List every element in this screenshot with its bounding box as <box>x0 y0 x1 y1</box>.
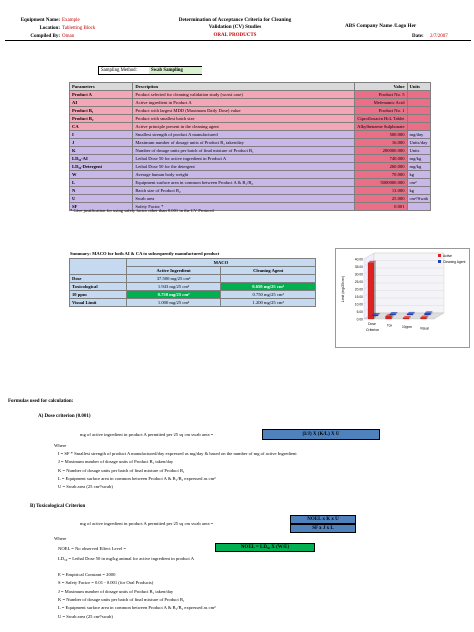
params-cell-u <box>407 123 431 131</box>
maco-cell-ai: 1.000 mg/25 cm² <box>126 299 221 307</box>
params-cell-u: Units/day <box>407 139 431 147</box>
params-row <box>70 99 431 107</box>
chart-xtick-label: Dose <box>368 322 376 326</box>
params-cell-v[interactable]: 16.000 <box>355 139 407 147</box>
tox-formula-numerator: NOEL x K x U <box>290 515 356 524</box>
maco-chart-svg <box>336 249 471 349</box>
chart-bar <box>386 316 392 319</box>
maco-table <box>69 258 316 307</box>
maco-row-label: Visual Limit <box>70 299 127 307</box>
params-cell-u <box>407 115 431 123</box>
maco-cell-ai: 0.750 mg/25 cm² <box>126 291 221 299</box>
params-cell-p: Product B₁ <box>70 107 133 115</box>
noel-label: NOEL = No observed Effect Level = <box>58 546 126 551</box>
params-header-cell: Units <box>407 83 431 91</box>
params-cell-u: mg/kg <box>407 163 431 171</box>
params-row <box>70 155 431 163</box>
params-cell-v[interactable]: Alkylbenzene Sulphonate <box>355 123 407 131</box>
subtitle: ORAL PRODUCTS <box>213 33 257 38</box>
sampling-method-row <box>98 66 202 75</box>
maco-corner <box>70 259 127 275</box>
maco-row <box>70 291 316 299</box>
chart-ytick-label: 25.00 <box>354 280 363 284</box>
maco-row-label: Dose <box>70 275 127 283</box>
params-row <box>70 91 431 99</box>
maco-row <box>70 275 316 283</box>
params-cell-p: J <box>70 139 133 147</box>
maco-row <box>70 283 316 291</box>
params-row <box>70 163 431 171</box>
chart-legend-label: Cleaning Agent <box>443 260 466 264</box>
maco-col-ca: Cleaning Agent <box>221 267 316 275</box>
formulas-heading: Formulas used for calculation: <box>8 399 74 404</box>
location-value: Tabletting Block <box>62 26 96 31</box>
maco-cell-ai: 1.943 mg/25 cm² <box>126 283 221 291</box>
params-header-cell: Value <box>355 83 407 91</box>
params-cell-v[interactable]: 740.000 <box>355 155 407 163</box>
params-header-cell: Parameters <box>70 83 133 91</box>
chart-ytick-label: 30.00 <box>354 272 363 277</box>
params-cell-p: U <box>70 195 133 203</box>
tox-formula-denominator: SF x J x L <box>290 524 356 533</box>
chart-ytick-label: 10.00 <box>354 302 363 307</box>
params-row <box>70 147 431 155</box>
params-cell-p: Product B₂ <box>70 115 133 123</box>
params-cell-v[interactable]: Product No. 1 <box>355 107 407 115</box>
params-cell-u: kg <box>407 171 431 179</box>
params-cell-v[interactable]: Ciprofloxacin HcL Tablet <box>355 115 407 123</box>
definition-line: U = Swab area (25 cm²/swab) <box>58 484 113 490</box>
chart-bar <box>407 314 413 315</box>
params-cell-u: kg <box>407 187 431 195</box>
params-row <box>70 195 431 203</box>
chart-legend-swatch <box>438 260 441 263</box>
definition-line: I = SF * Smallest strength of product A manufactured/day expressed as mg/day & based on the number of mg of active Ingredient <box>58 451 297 456</box>
chart-xtick-label: 10ppm <box>401 325 413 329</box>
chart-ytick-label: 5.00 <box>356 310 363 314</box>
chart-ytick-label: 0.00 <box>356 317 363 322</box>
chart-ylabel: Limit (mg/25cm²) <box>341 275 345 303</box>
chart-bar <box>421 318 427 320</box>
params-cell-d: Product with largest MDD (Maximum Daily Dose) value <box>133 107 355 115</box>
params-cell-d: Product with smallest batch size <box>133 115 355 123</box>
definition-line: K = Number of dosage units per batch of final mixture of Product B₁ <box>58 596 185 602</box>
definition-line: E = Empirical Constant = 2000 <box>58 572 116 577</box>
params-cell-d: Equipment surface area in common between Product A & B₁/B₂ <box>133 179 355 187</box>
dose-where: Where <box>54 443 67 448</box>
maco-summary: Summary: MACO for both AI & CA to subsequently manufactured product <box>70 251 220 256</box>
sampling-method-label: Sampling Method: <box>101 68 137 73</box>
chart-ytick-label: 15.00 <box>354 295 363 299</box>
chart-xlabel: Criterion <box>366 328 380 332</box>
params-cell-u: mg/kg <box>407 155 431 163</box>
params-cell-v[interactable]: 70.000 <box>355 171 407 179</box>
chart-bar <box>425 313 431 315</box>
params-row <box>70 179 431 187</box>
header-divider <box>5 40 471 41</box>
chart-bar <box>372 315 378 316</box>
dose-formula-box: (I/J) X (K/L) X U <box>262 429 380 440</box>
params-cell-p: AI <box>70 99 133 107</box>
params-row <box>70 171 431 179</box>
parameters-table <box>69 82 431 211</box>
maco-row <box>70 299 316 307</box>
params-cell-d: Maximum number of dosage units of Product B₁ taken/day <box>133 139 355 147</box>
params-cell-v[interactable]: 13.000 <box>355 187 407 195</box>
definition-line: U = Swab area (25 cm²/swab) <box>58 613 113 619</box>
title-line-1: Determination of Acceptance Criteria for Cleaning <box>178 17 292 23</box>
date-label: Date: <box>412 34 424 39</box>
params-row <box>70 187 431 195</box>
maco-row-label: Toxicological <box>70 283 127 291</box>
chart-legend-swatch <box>438 254 441 257</box>
params-cell-u <box>407 203 431 211</box>
definition-line: J = Maximum number of dosage units of Product B₁ taken/day <box>58 588 174 594</box>
compiled-value: Oman <box>62 34 75 39</box>
params-cell-d: Product selected for cleaning validation study (worst case) <box>133 91 355 99</box>
page-title <box>150 17 320 31</box>
equipment-label: Equipment Name: <box>20 18 60 23</box>
definition-line: K = Number of dosage units per batch of final mixture of Product B₁ <box>58 467 185 473</box>
params-cell-v[interactable]: Product No. 5 <box>355 91 407 99</box>
company-name: ABS Company Name /Logo Her <box>345 23 417 29</box>
params-cell-u: mg/day <box>407 131 431 139</box>
params-cell-v[interactable]: 5000000.000 <box>355 179 407 187</box>
maco-cell-ca: 0.650 mg/25 cm² <box>221 283 316 291</box>
chart-legend-label: Active <box>443 254 452 258</box>
title-line-2: Validation (CV) Studies <box>208 24 262 30</box>
params-cell-p: I <box>70 131 133 139</box>
tox-criterion-title: B) Toxicological Criterion <box>30 504 86 509</box>
chart-ytick-label: 20.00 <box>354 287 363 292</box>
params-cell-d: Batch size of Product B₂ <box>133 187 355 195</box>
maco-cell-ca: 0.750 mg/25 cm² <box>221 291 316 299</box>
equipment-value: Example <box>62 18 80 23</box>
params-cell-v[interactable]: 25.000 <box>355 195 407 203</box>
definition-line: J = Maximum number of dosage units of Product B₁ taken/day <box>58 459 174 465</box>
params-cell-d: Lethal Dose 50 for active ingredient in Product A <box>133 155 355 163</box>
params-cell-u: Units <box>407 147 431 155</box>
dose-criterion-text: mg of active ingredient in product A permitted per 25 sq cm swab area = <box>80 432 214 437</box>
chart-xtick-label: Tox <box>386 323 393 328</box>
params-cell-u <box>407 99 431 107</box>
params-cell-d: Active ingredient in Product A <box>133 99 355 107</box>
params-cell-u <box>407 107 431 115</box>
definition-line: L = Equipment surface area in common between Product A & B₁/B₂ expressed as cm² <box>58 475 216 481</box>
sampling-method-value[interactable]: Swab Sampling <box>149 67 202 74</box>
maco-cell-ai: 37.500 mg/25 cm² <box>126 275 221 283</box>
params-cell-v[interactable]: 0.001 <box>355 203 407 211</box>
chart-ytick-label: 40.00 <box>354 257 363 262</box>
maco-cell-ca <box>221 275 316 283</box>
location-label: Location: <box>39 26 60 31</box>
params-header-cell: Description <box>133 83 355 91</box>
ld50-definition: LD₅₀ = Lethal Dose 50 in mg/kg animal for active ingredient in product A <box>58 556 195 561</box>
chart-bar-side <box>374 261 376 319</box>
chart-bar <box>403 318 409 319</box>
maco-title: MACO <box>126 259 315 267</box>
params-cell-d: Lethal Dose 50 for the detergent <box>133 163 355 171</box>
params-cell-p: L <box>70 179 133 187</box>
params-cell-p: Product A <box>70 91 133 99</box>
params-cell-v[interactable]: 280000.000 <box>355 147 407 155</box>
params-header-row <box>70 83 431 91</box>
chart-ytick-label: 35.00 <box>354 265 363 269</box>
params-cell-v[interactable]: 260.000 <box>355 163 407 171</box>
params-cell-u: cm² <box>407 179 431 187</box>
params-cell-d: Safety Factor * <box>133 203 355 211</box>
params-cell-p: K <box>70 147 133 155</box>
params-row <box>70 123 431 131</box>
chart-bar <box>390 314 396 315</box>
params-cell-p: SF <box>70 203 133 211</box>
maco-cell-ca: 1.200 mg/25 cm² <box>221 299 316 307</box>
params-cell-v[interactable]: Mefenamic Acid <box>355 99 407 107</box>
dose-criterion-title: A) Dose criterion (0.001) <box>38 414 91 419</box>
params-cell-u <box>407 91 431 99</box>
params-cell-p: W <box>70 171 133 179</box>
chart-xtick-label: Visual <box>420 326 429 331</box>
params-row <box>70 139 431 147</box>
params-row <box>70 115 431 123</box>
params-row <box>70 107 431 115</box>
tox-where: Where <box>54 536 67 541</box>
params-cell-p: LD₅₀-Detergent <box>70 163 133 171</box>
params-cell-p: N <box>70 187 133 195</box>
definition-line: S = Safety Factor = 0.01 - 0.001 (for Oral Products) <box>58 580 154 586</box>
tox-criterion-text: mg of active ingredient in product A permitted per 25 sq cm swab area = <box>80 521 214 526</box>
maco-row-label: 10 ppm <box>70 291 127 299</box>
params-cell-v[interactable]: 500.000 <box>355 131 407 139</box>
params-cell-u: cm²/Swab <box>407 195 431 203</box>
noel-formula-box: NOEL = LD₅₀ X (W/E) <box>215 543 315 552</box>
chart-bar <box>368 263 374 319</box>
safety-factor-footnote: * Give justification for using safety factor other than 0.001 in the CV Protocol <box>70 208 214 213</box>
maco-chart <box>335 248 470 348</box>
params-cell-d: Active principle present in the cleaning agent <box>133 123 355 131</box>
definition-line: L = Equipment surface area in common between Product A & B₁/B₂ expressed as cm² <box>58 605 216 611</box>
compiled-label: Compiled By: <box>30 34 60 39</box>
params-row <box>70 131 431 139</box>
params-cell-p: LD₅₀-AI <box>70 155 133 163</box>
params-cell-d: Swab area <box>133 195 355 203</box>
maco-col-ai: Active Ingredient <box>126 267 221 275</box>
params-cell-d: Smallest strength of product A manufactured <box>133 131 355 139</box>
params-cell-d: Average human body weight <box>133 171 355 179</box>
params-cell-p: CA <box>70 123 133 131</box>
params-cell-d: Number of dosage units per batch of final mixture of Product B₁ <box>133 147 355 155</box>
date-value: 2/7/2007 <box>430 34 448 39</box>
